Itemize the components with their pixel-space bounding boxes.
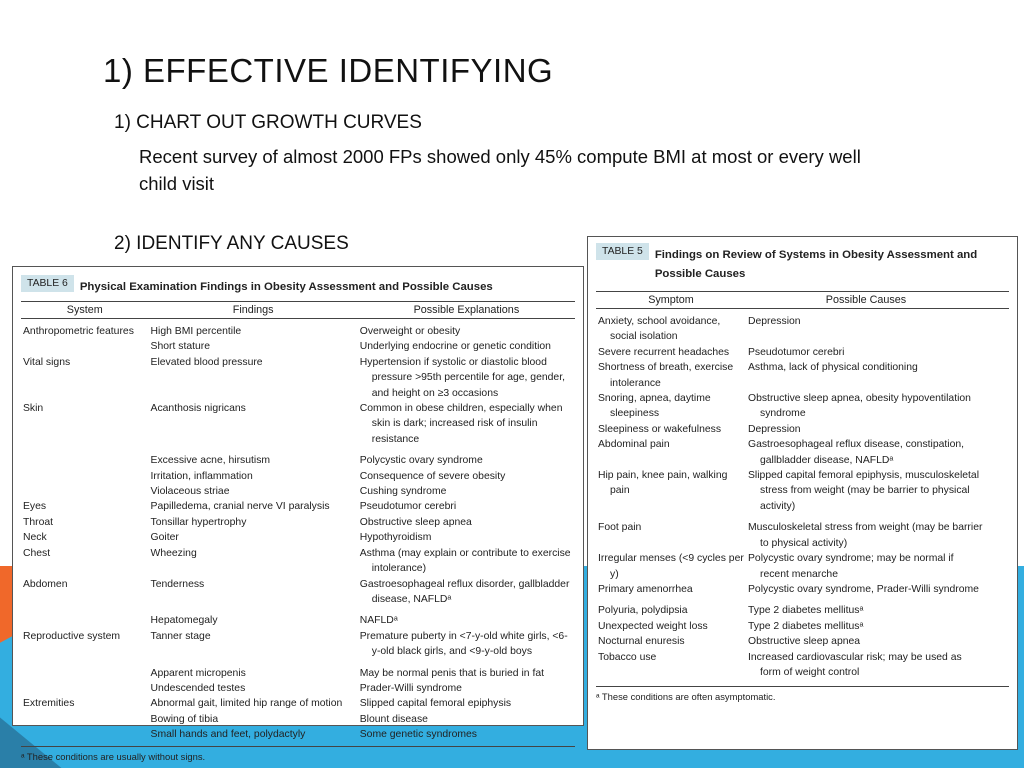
- cell-finding: Hepatomegaly: [150, 615, 218, 627]
- cell-system: Throat: [23, 516, 54, 528]
- cell-cause: Polycystic ovary syndrome; may be normal if recent menarche: [748, 553, 954, 580]
- slide-title: 1) EFFECTIVE IDENTIFYING: [103, 52, 554, 89]
- table-6-title: Physical Examination Findings in Obesity Assessment and Possible Causes: [79, 281, 493, 293]
- cell-system: [21, 484, 149, 499]
- table-row: [21, 484, 575, 499]
- cell-symptom: Polyuria, polydipsia: [598, 605, 688, 617]
- cell-explanation: NAFLDᵃ: [359, 615, 398, 627]
- cell-explanation: Some genetic syndromes: [359, 729, 477, 741]
- table-6-footnote: ᵃ These conditions are usually without signs.: [21, 746, 575, 762]
- column-header-symptom: Symptom: [648, 294, 694, 306]
- subheading-identify-causes: 2) IDENTIFY ANY CAUSES: [114, 233, 349, 254]
- column-header-possible-causes: Possible Causes: [825, 294, 907, 306]
- cell-finding: Wheezing: [150, 547, 197, 559]
- cell-system: Extremities: [23, 698, 75, 710]
- cell-symptom: Severe recurrent headaches: [598, 346, 730, 358]
- cell-cause: Slipped capital femoral epiphysis, musculoskeletal stress from weight (may be barrier to physical activity): [748, 470, 980, 512]
- table-row: [21, 515, 575, 530]
- cell-symptom: Shortness of breath, exercise intolerance: [598, 362, 734, 389]
- cell-symptom: Unexpected weight loss: [598, 620, 708, 632]
- cell-symptom: Snoring, apnea, daytime sleepiness: [598, 393, 711, 420]
- cell-explanation: Pseudotumor cerebri: [359, 501, 457, 513]
- cell-finding: Goiter: [150, 532, 179, 544]
- survey-text: Recent survey of almost 2000 FPs showed only 45% compute BMI at most or every well child visit: [139, 146, 861, 194]
- cell-system: [21, 453, 149, 468]
- table-row: [21, 453, 575, 468]
- table-5-body: [596, 309, 1009, 680]
- cell-cause: Type 2 diabetes mellitusᵃ: [748, 605, 864, 617]
- table-row: [21, 499, 575, 514]
- table-row: [596, 314, 1009, 345]
- table-row: [596, 422, 1009, 437]
- cell-system: Chest: [23, 547, 51, 559]
- cell-system: [21, 666, 149, 681]
- cell-explanation: Underlying endocrine or genetic condition: [359, 341, 551, 353]
- cell-explanation: Obstructive sleep apnea: [359, 516, 472, 528]
- cell-symptom: Tobacco use: [598, 651, 657, 663]
- cell-cause: Depression: [748, 316, 801, 327]
- cell-finding: Excessive acne, hirsutism: [150, 455, 271, 467]
- table-5-caption: [596, 243, 1009, 284]
- cell-finding: Apparent micropenis: [150, 667, 246, 679]
- column-header-system: System: [66, 304, 103, 316]
- cell-explanation: Prader-Willi syndrome: [359, 682, 462, 694]
- cell-symptom: Hip pain, knee pain, walking pain: [598, 470, 728, 497]
- table-5-title: Findings on Review of Systems in Obesity Assessment and Possible Causes: [654, 249, 978, 280]
- table-row: [596, 650, 1009, 681]
- table-row: [21, 339, 575, 354]
- table-6-tag: TABLE 6: [21, 275, 74, 292]
- table-row: [596, 520, 1009, 551]
- cell-symptom: Sleepiness or wakefulness: [598, 423, 722, 435]
- cell-system: Neck: [23, 532, 47, 544]
- cell-finding: Undescended testes: [150, 682, 246, 694]
- table-row: [21, 681, 575, 696]
- cell-explanation: Polycystic ovary syndrome: [359, 455, 483, 467]
- cell-system: [21, 469, 149, 484]
- cell-symptom: Abdominal pain: [598, 439, 670, 451]
- table-5-header: [596, 291, 1009, 309]
- cell-system: Anthropometric features: [23, 326, 134, 337]
- table-5: [587, 236, 1018, 750]
- cell-system: [21, 712, 149, 727]
- cell-system: [21, 613, 149, 628]
- cell-finding: Tenderness: [150, 578, 205, 590]
- cell-explanation: Common in obese children, especially when skin is dark; increased risk of insulin resistance: [359, 403, 563, 445]
- table-row: [21, 546, 575, 577]
- table-row: [21, 324, 575, 339]
- table-row: [596, 603, 1009, 618]
- table-row: [21, 401, 575, 447]
- cell-system: [21, 727, 149, 742]
- cell-explanation: Consequence of severe obesity: [359, 470, 506, 482]
- table-6-caption: [21, 275, 575, 297]
- cell-cause: Type 2 diabetes mellitusᵃ: [748, 620, 864, 632]
- subheading-growth-curves: 1) CHART OUT GROWTH CURVES: [114, 112, 422, 133]
- cell-finding: Violaceous striae: [150, 486, 230, 498]
- cell-finding: Irritation, inflammation: [150, 470, 253, 482]
- cell-finding: Short stature: [150, 341, 211, 353]
- table-row: [596, 551, 1009, 582]
- cell-finding: Papilledema, cranial nerve VI paralysis: [150, 501, 330, 513]
- cell-finding: Acanthosis nigricans: [150, 403, 246, 415]
- cell-finding: Elevated blood pressure: [150, 356, 263, 368]
- column-header-findings: Findings: [232, 304, 274, 316]
- column-header-explanations: Possible Explanations: [413, 304, 520, 316]
- cell-cause: Obstructive sleep apnea: [748, 636, 861, 648]
- table-row: [596, 345, 1009, 360]
- cell-explanation: Overweight or obesity: [359, 326, 461, 337]
- table-row: [21, 696, 575, 711]
- table-row: [21, 727, 575, 742]
- cell-finding: Bowing of tibia: [150, 713, 219, 725]
- cell-explanation: Cushing syndrome: [359, 486, 447, 498]
- cell-finding: Tonsillar hypertrophy: [150, 516, 247, 528]
- cell-explanation: Hypothyroidism: [359, 532, 432, 544]
- cell-finding: High BMI percentile: [150, 326, 242, 337]
- cell-system: Eyes: [23, 501, 47, 513]
- table-row: [596, 634, 1009, 649]
- cell-system: Reproductive system: [23, 630, 121, 642]
- table-row: [21, 629, 575, 660]
- cell-explanation: Slipped capital femoral epiphysis: [359, 698, 512, 710]
- cell-symptom: Foot pain: [598, 522, 642, 534]
- table-row: [596, 582, 1009, 597]
- table-row: [596, 391, 1009, 422]
- cell-explanation: Gastroesophageal reflux disorder, gallbladder disease, NAFLDᵃ: [359, 578, 570, 605]
- cell-finding: Tanner stage: [150, 630, 211, 642]
- table-6: [12, 266, 584, 762]
- cell-symptom: Nocturnal enuresis: [598, 636, 685, 648]
- cell-cause: Pseudotumor cerebri: [748, 346, 845, 358]
- cell-finding: Small hands and feet, polydactyly: [150, 729, 306, 741]
- cell-system: Vital signs: [23, 356, 71, 368]
- table-row: [21, 469, 575, 484]
- cell-symptom: Irregular menses (<9 cycles per y): [598, 553, 744, 580]
- cell-system: Skin: [23, 403, 44, 415]
- cell-system: [21, 339, 149, 354]
- table-row: [596, 468, 1009, 514]
- cell-cause: Asthma, lack of physical conditioning: [748, 362, 918, 374]
- cell-explanation: Blount disease: [359, 713, 428, 725]
- cell-cause: Polycystic ovary syndrome, Prader-Willi syndrome: [748, 583, 979, 595]
- table-row: [21, 530, 575, 545]
- table-5-footnote: ᵃ These conditions are often asymptomatic.: [596, 686, 1009, 702]
- table-row: [596, 360, 1009, 391]
- table-6-body: [21, 319, 575, 743]
- table-row: [21, 613, 575, 628]
- cell-explanation: Premature puberty in <7-y-old white girls, <6-y-old black girls, and <9-y-old boys: [359, 630, 568, 658]
- cell-cause: Gastroesophageal reflux disease, constipation, gallbladder disease, NAFLDᵃ: [748, 439, 965, 466]
- cell-cause: Musculoskeletal stress from weight (may be barrier to physical activity): [748, 522, 983, 549]
- table-row: [596, 619, 1009, 634]
- table-row: [596, 437, 1009, 468]
- table-row: [21, 666, 575, 681]
- table-row: [21, 355, 575, 401]
- cell-cause: Depression: [748, 423, 801, 435]
- table-row: [21, 577, 575, 608]
- cell-explanation: Asthma (may explain or contribute to exercise intolerance): [359, 547, 571, 575]
- cell-finding: Abnormal gait, limited hip range of motion: [150, 698, 343, 710]
- cell-symptom: Primary amenorrhea: [598, 583, 693, 595]
- cell-symptom: Anxiety, school avoidance, social isolation: [598, 316, 721, 343]
- cell-system: Abdomen: [23, 578, 68, 590]
- cell-explanation: May be normal penis that is buried in fat: [359, 667, 544, 679]
- table-5-tag: TABLE 5: [596, 243, 649, 260]
- cell-cause: Obstructive sleep apnea, obesity hypoventilation syndrome: [748, 393, 971, 420]
- table-row: [21, 712, 575, 727]
- table-6-header: [21, 301, 575, 319]
- cell-cause: Increased cardiovascular risk; may be used as form of weight control: [748, 651, 962, 678]
- cell-explanation: Hypertension if systolic or diastolic blood pressure >95th percentile for age, gender, and height on ≥3 occasions: [359, 356, 565, 399]
- cell-system: [21, 681, 149, 696]
